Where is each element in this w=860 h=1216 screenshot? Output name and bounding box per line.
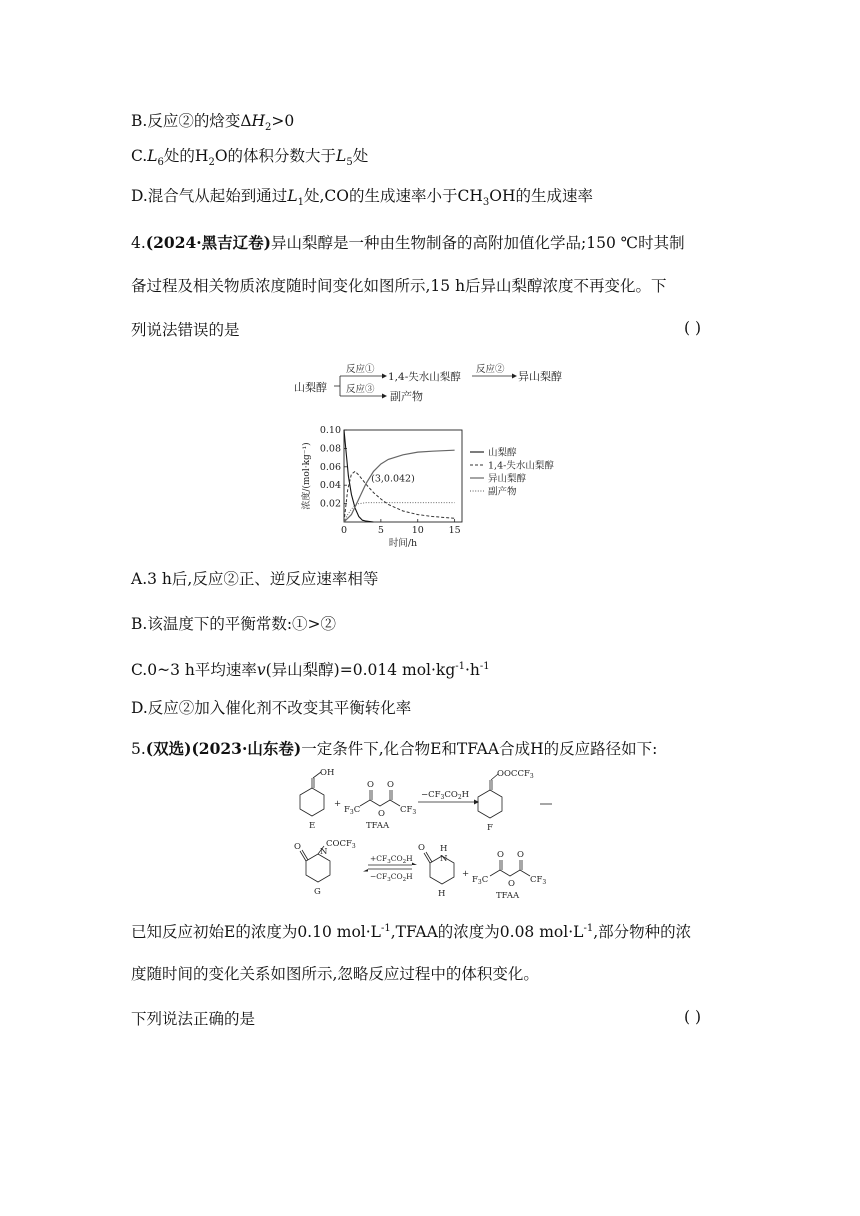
q5-tag: (双选) [145, 739, 192, 758]
q5-line-3: 度随时间的变化关系如图所示,忽略反应过程中的体积变化。 [131, 965, 539, 983]
q5-reaction-pathway [290, 766, 570, 904]
tfaa-o2: O [378, 809, 385, 819]
svg-text:OOCCF3 [497, 769, 534, 780]
svg-text:+CF3CO2H [370, 854, 413, 865]
tfaa-cf3: CF [400, 805, 413, 815]
h-h: H [440, 844, 448, 854]
y-tick-label: 0.08 [319, 443, 341, 455]
h-n: N [440, 854, 448, 864]
back-2: 2 [402, 877, 407, 883]
q5-answer-paren: ( ) [684, 1008, 702, 1026]
legend-label-4: 副产物 [488, 486, 517, 498]
f-sub: OOCCF [497, 769, 530, 779]
h-label: H [438, 889, 446, 899]
arrow1-3: 3 [440, 794, 445, 801]
tfaa-o3: O [387, 780, 394, 790]
arrow1-2: 2 [457, 794, 462, 801]
svg-text:CF3 [530, 875, 546, 886]
g-o: O [294, 842, 301, 852]
fwd-2: 2 [402, 859, 407, 865]
x-tick-label: 5 [377, 525, 384, 536]
svg-text:COCF3 [326, 839, 356, 850]
tfaa-label: TFAA [366, 821, 390, 831]
tfaa2-o3: O [517, 850, 524, 860]
series-line-3 [344, 450, 455, 522]
q5-line-1: 5.(双选)(2023·山东卷)一定条件下,化合物E和TFAA合成H的反应路径如下: [131, 739, 658, 758]
scheme-byproduct: 副产物 [390, 390, 423, 403]
tfaa2-cf: CF [530, 875, 543, 885]
f-label: F [487, 823, 493, 833]
x-tick-label: 15 [448, 525, 461, 536]
tfaa2-cf-3: 3 [542, 879, 547, 886]
svg-text:F3C [472, 875, 488, 886]
q4-reaction-scheme [290, 358, 590, 410]
y-axis-label: 浓度/(mol·kg⁻¹) [302, 442, 312, 510]
series-line-1 [344, 430, 374, 522]
g-sub-3: 3 [351, 843, 356, 850]
y-tick-label: 0.06 [319, 461, 341, 473]
tfaa-cf3-3: 3 [412, 809, 417, 816]
tfaa2-label: TFAA [496, 891, 520, 901]
e-label: E [309, 821, 316, 831]
arrow1-co: CO [444, 790, 458, 800]
fwd-pre: +CF [370, 854, 388, 863]
back-h: H [406, 872, 413, 881]
legend-label-2: 1,4-失水山梨醇 [488, 460, 554, 472]
scheme-isosorbide: 异山梨醇 [518, 370, 562, 383]
e-oh: OH [320, 768, 335, 778]
q4-source: (2024·黑吉辽卷) [145, 233, 272, 252]
q4-concentration-chart [296, 420, 572, 550]
q4-option-b: B.该温度下的平衡常数:①>② [131, 615, 337, 633]
tfaa-o1: O [367, 780, 374, 790]
plus-2: + [462, 869, 470, 879]
q5-line-4: 下列说法正确的是 [131, 1010, 256, 1028]
svg-text:CF3 [400, 805, 416, 816]
q4-line-1: 4.(2024·黑吉辽卷)异山梨醇是一种由生物制备的高附加值化学品;150 ℃时其制 [131, 233, 685, 252]
tfaa-f3c-3: 3 [349, 809, 354, 816]
q4-option-c: C.0~3 h平均速率v(异山梨醇)=0.014 $mol\cdot kg^{-1}\cdot h^{-1}$ [131, 661, 490, 680]
q4-line-3: 列说法错误的是 [131, 321, 240, 339]
fwd-3: 3 [387, 859, 391, 865]
back-co: CO [390, 872, 403, 881]
scheme-r3-label: 反应③ [346, 384, 375, 395]
tfaa-f3c-f: F [344, 805, 350, 815]
scheme-anhydro: 1,4-失水山梨醇 [388, 371, 461, 383]
prev-option-d: D.混合气从起始到通过$L_1$处,CO的生成速率小于$CH_3OH$的生成速率 [131, 187, 593, 209]
y-tick-label: 0.10 [319, 425, 341, 436]
g-n: N [320, 847, 328, 857]
tfaa2-o2: O [508, 879, 515, 889]
svg-text:F3C [344, 805, 360, 816]
q4-option-d: D.反应②加入催化剂不改变其平衡转化率 [131, 699, 412, 717]
arrow1-h: H [461, 790, 470, 800]
fwd-co: CO [390, 854, 403, 863]
q4-line-2: 备过程及相关物质浓度随时间变化如图所示,15 h后异山梨醇浓度不再变化。下 [131, 277, 667, 295]
fwd-h: H [406, 854, 413, 863]
plus-1: + [334, 799, 342, 809]
tfaa2-o1: O [497, 850, 504, 860]
x-tick-label: 0 [340, 525, 348, 536]
scheme-r1-label: 反应① [346, 364, 375, 375]
svg-text:−CF3CO2H [421, 790, 469, 801]
scheme-sorbitol: 山梨醇 [294, 381, 327, 394]
y-tick-label: 0.02 [319, 498, 341, 510]
back-pre: −CF [370, 872, 388, 881]
legend-label-1: 山梨醇 [488, 447, 517, 459]
q5-line-2: 已知反应初始E的浓度为0.10 $mol\cdot L^{-1},TFAA$的浓度为0.08 $mol\cdot L^{-1}$,部分物种的浓 [131, 923, 692, 942]
legend-label-3: 异山梨醇 [488, 473, 527, 485]
h-o: O [418, 843, 425, 853]
prev-option-b: B.反应②的焓变$\Delta H_2>0$ [131, 112, 295, 134]
tfaa2-c: C [481, 875, 489, 885]
tfaa-f3c-c: C [353, 805, 361, 815]
prev-option-c: $C.L_6$处的$H_2O$的体积分数大于$L_5$处 [131, 147, 369, 169]
y-tick-label: 0.04 [319, 480, 341, 492]
tfaa2-3: 3 [477, 879, 482, 886]
g-sub: COCF [326, 839, 352, 849]
x-tick-label: 10 [411, 525, 424, 536]
q4-answer-paren: ( ) [684, 319, 702, 337]
svg-text:−CF3CO2H [370, 872, 413, 883]
f-sub-3: 3 [529, 773, 534, 780]
tfaa2-f: F [472, 875, 478, 885]
annotation-label: (3,0.042) [371, 473, 415, 485]
q4-option-a: A.3 h后,反应②正、逆反应速率相等 [131, 570, 379, 588]
g-label: G [314, 887, 321, 897]
x-axis-label: 时间/h [388, 538, 418, 549]
back-3: 3 [387, 877, 391, 883]
q5-source: (2023·山东卷) [191, 739, 302, 758]
scheme-r2-label: 反应② [476, 364, 505, 375]
arrow1-pre: −CF [421, 790, 441, 800]
